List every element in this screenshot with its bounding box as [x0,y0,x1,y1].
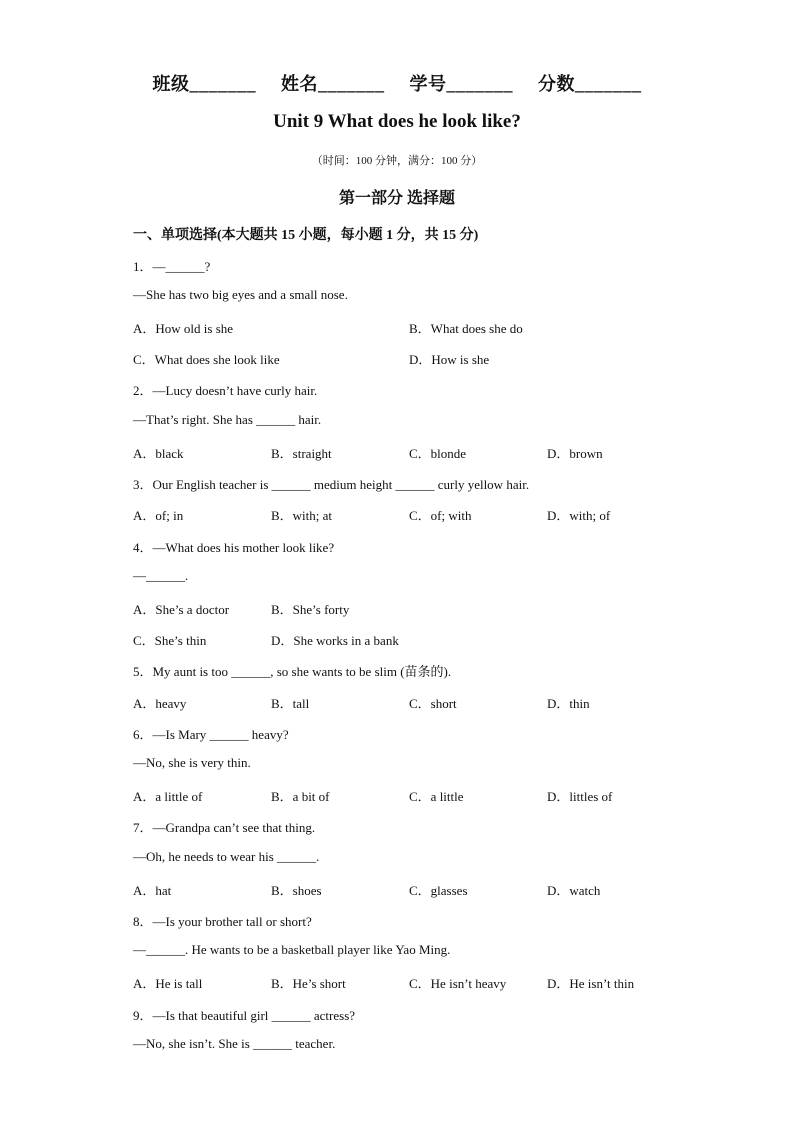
question-7-stem-2: —Oh, he needs to wear his ______. [133,849,320,864]
question-1-stem: 1．—______? [133,259,211,274]
question-6-stem-2: —No, she is very thin. [133,755,251,770]
question-4-option-b: B．She’s forty [271,602,350,617]
question-4-option-c: C．She’s thin [133,633,207,648]
question-9-stem: 9．—Is that beautiful girl ______ actress? [133,1008,356,1023]
question-5-option-b: B．tall [271,696,310,711]
question-2-option-c: C．blonde [409,446,467,461]
question-1-option-d: D．How is she [409,352,490,367]
question-7-option-c: C．glasses [409,883,468,898]
question-7-option-b: B．shoes [271,883,322,898]
question-7-stem: 7．—Grandpa can’t see that thing. [133,820,316,835]
question-5-option-c: C．short [409,696,457,711]
student-id-field: 学号_______ [409,74,513,94]
question-1-option-c: C．What does she look like [133,352,280,367]
question-8-option-c: C．He isn’t heavy [409,976,507,991]
question-2-option-d: D．brown [547,446,603,461]
unit-title: Unit 9 What does he look like? [273,111,521,132]
question-6-option-d: D．littles of [547,789,613,804]
question-4-stem-2: —______. [133,568,189,583]
question-8-option-a: A．He is tall [133,976,203,991]
question-3-stem: 3．Our English teacher is ______ medium height ______ curly yellow hair. [133,477,530,492]
question-9-stem-2: —No, she isn’t. She is ______ teacher. [133,1036,336,1051]
question-1-option-b: B．What does she do [409,321,523,336]
question-4-option-a: A．She’s a doctor [133,602,230,617]
question-7-option-a: A．hat [133,883,172,898]
class-field: 班级_______ [152,74,256,94]
exam-info: （时间：100 分钟，满分：100 分） [311,155,483,167]
student-info-header [0,70,794,96]
question-8-stem-2: —______. He wants to be a basketball player like Yao Ming. [133,942,451,957]
question-6-stem: 6．—Is Mary ______ heavy? [133,727,289,742]
question-6-option-a: A．a little of [133,789,203,804]
score-field: 分数_______ [538,74,642,94]
question-1-stem-2: —She has two big eyes and a small nose. [133,287,348,302]
question-2-stem: 2．—Lucy doesn’t have curly hair. [133,383,318,398]
section-title: 一、单项选择(本大题共 15 小题，每小题 1 分，共 15 分) [133,228,479,243]
question-6-option-c: C．a little [409,789,464,804]
question-2-option-b: B．straight [271,446,332,461]
name-field: 姓名_______ [281,74,385,94]
question-6-option-b: B．a bit of [271,789,330,804]
question-8-option-b: B．He’s short [271,976,346,991]
question-3-option-d: D．with; of [547,508,611,523]
question-2-option-a: A．black [133,446,184,461]
question-7-option-d: D．watch [547,883,601,898]
question-8-stem: 8．—Is your brother tall or short? [133,914,312,929]
question-4-stem: 4．—What does his mother look like? [133,540,335,555]
question-5-option-d: D．thin [547,696,590,711]
question-3-option-c: C．of; with [409,508,472,523]
question-2-stem-2: —That’s right. She has ______ hair. [133,412,322,427]
question-4-option-d: D．She works in a bank [271,633,399,648]
question-8-option-d: D．He isn’t thin [547,976,635,991]
question-3-option-a: A．of; in [133,508,184,523]
question-5-option-a: A．heavy [133,696,187,711]
question-3-option-b: B．with; at [271,508,333,523]
question-5-stem: 5．My aunt is too ______, so she wants to be slim (苗条的). [133,664,452,679]
part-title: 第一部分 选择题 [338,190,455,207]
question-1-option-a: A．How old is she [133,321,234,336]
